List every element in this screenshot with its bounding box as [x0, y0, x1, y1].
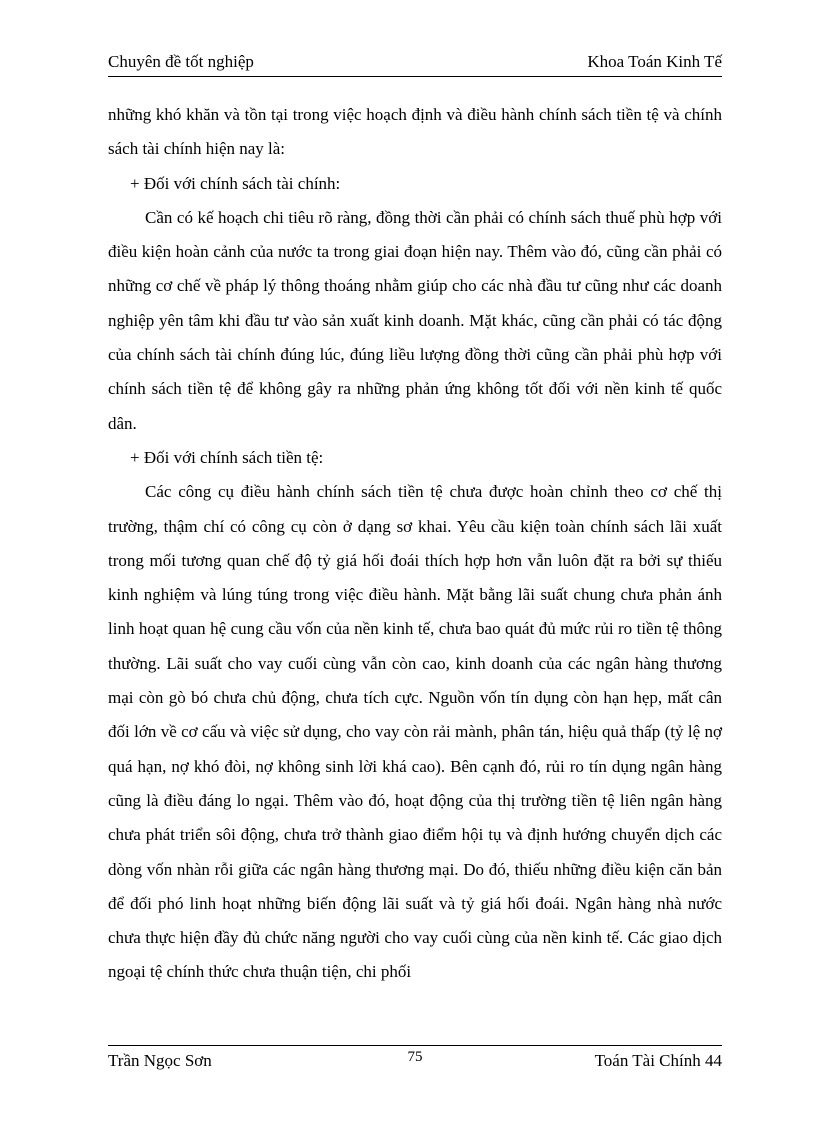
page-footer	[108, 1045, 722, 1074]
page-number: 75	[407, 1049, 423, 1065]
heading-fiscal-policy: + Đối với chính sách tài chính:	[130, 173, 341, 193]
header-left-title: Chuyên đề tốt nghiệp	[108, 52, 254, 71]
heading-monetary-policy: + Đối với chính sách tiền tệ:	[130, 447, 324, 467]
page-header	[108, 50, 722, 77]
paragraph-monetary-policy: Các công cụ điều hành chính sách tiền tệ chưa được hoàn chỉnh theo cơ chế thị trường, thậm chí có công cụ còn ở dạng sơ khai. Yêu cầu kiện toàn chính sách lãi xuất trong mối tương quan chế độ tỷ giá hối đoái thích hợp hơn vẫn luôn đặt ra bởi sự thiếu kinh nghiệm và lúng túng trong việc điều hành. Mặt bằng lãi suất chung chưa phản ánh linh hoạt quan hệ cung cầu vốn của nền kinh tế, chưa bao quát đủ mức rủi ro tiền tệ thông thường. Lãi suất cho vay cuối cùng vẫn còn cao, kinh doanh của các ngân hàng thương mại còn gò bó chưa chủ động, chưa tích cực. Nguồn vốn tín dụng còn hạn hẹp, mất cân đối lớn về cơ cấu và việc sử dụng, cho vay còn rải mành, phân tán, hiệu quả thấp (tỷ lệ nợ quá hạn, nợ khó đòi, nợ không sinh lời khá cao). Bên cạnh đó, rủi ro tín dụng ngân hàng cũng là điều đáng lo ngại. Thêm vào đó, hoạt động của thị trường tiền tệ liên ngân hàng chưa phát triển sôi động, chưa trở thành giao điểm hội tụ và định hướng chuyển dịch các dòng vốn nhàn rỗi giữa các ngân hàng thương mại. Do đó, thiếu những điều kiện căn bản để đối phó linh hoạt những biến động lãi suất và tỷ giá hối đoái. Ngân hàng nhà nước chưa thực hiện đầy đủ chức năng người cho vay cuối cùng của nền kinh tế. Các giao dịch ngoại tệ chính thức chưa thuận tiện, chi phối	[108, 482, 722, 982]
paragraph-intro: những khó khăn và tồn tại trong việc hoạch định và điều hành chính sách tiền tệ và chính sách tài chính hiện nay là:	[108, 105, 722, 159]
footer-class: Toán Tài Chính 44	[594, 1051, 722, 1070]
paragraph-fiscal-policy: Cần có kế hoạch chi tiêu rõ ràng, đồng thời cần phải có chính sách thuế phù hợp với điều kiện hoàn cảnh của nước ta trong giai đoạn hiện nay. Thêm vào đó, cũng cần phải có những cơ chế về pháp lý thông thoáng nhằm giúp cho các nhà đầu tư cũng như các doanh nghiệp yên tâm khi đầu tư vào sản xuất kinh doanh. Mặt khác, cũng cần phải có tác động của chính sách tài chính đúng lúc, đúng liều lượng đồng thời cũng cần phải phù hợp với chính sách tiền tệ để không gây ra những phản ứng không tốt đối với nền kinh tế quốc dân.	[108, 207, 722, 433]
footer-author: Trần Ngọc Sơn	[108, 1051, 212, 1070]
header-right-title: Khoa Toán Kinh Tế	[587, 52, 722, 71]
document-body	[108, 98, 722, 990]
